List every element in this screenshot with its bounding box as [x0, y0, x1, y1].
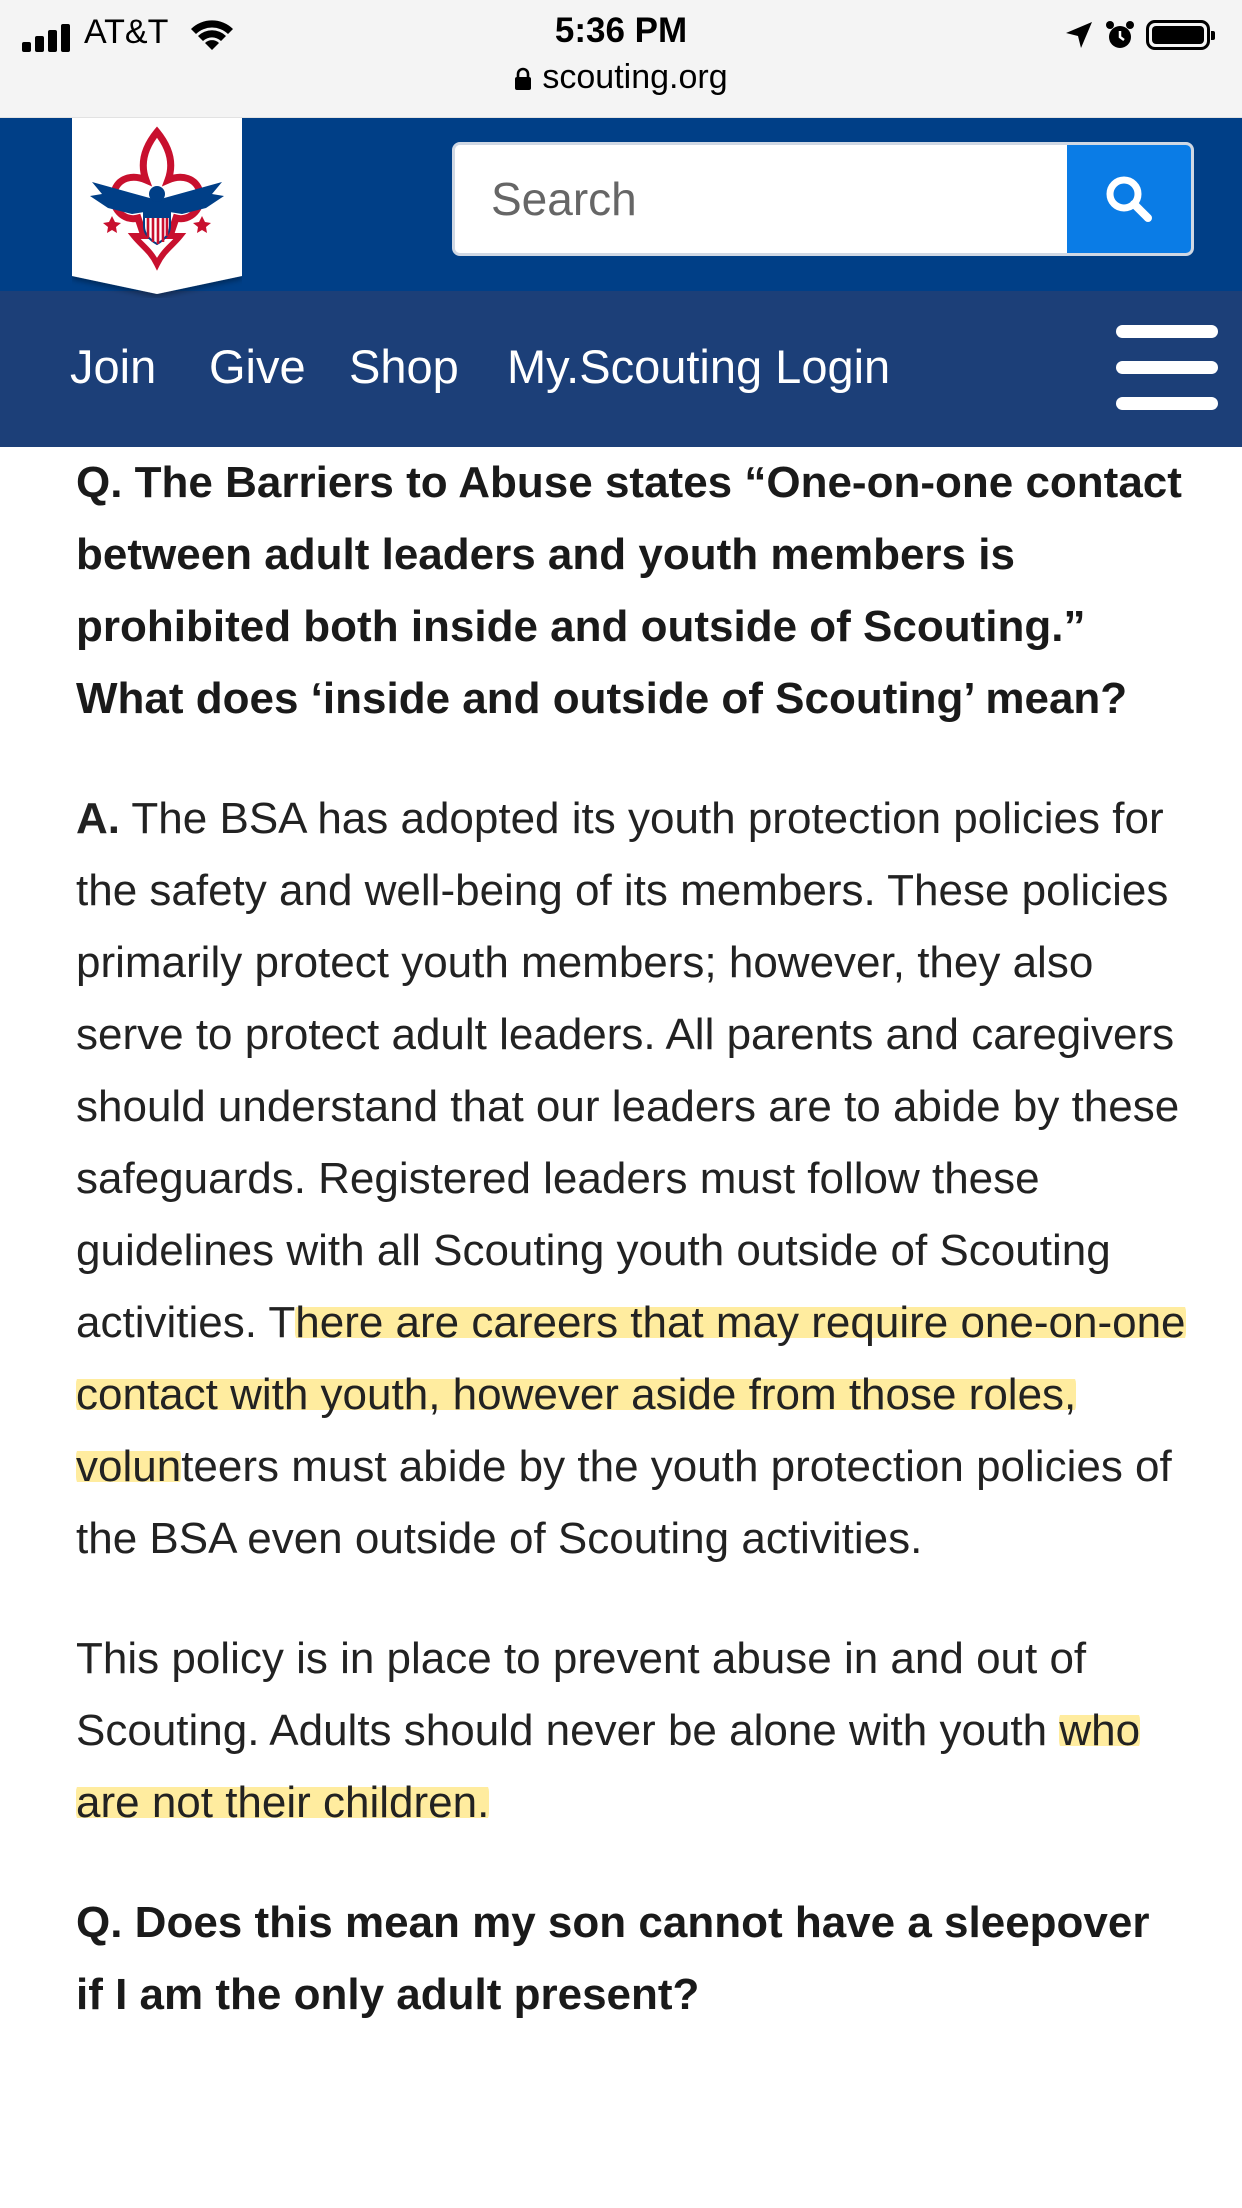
carrier-name: AT&T: [84, 13, 169, 51]
address-bar[interactable]: [0, 58, 1242, 97]
faq-question-2: Q. Does this mean my son cannot have a sleepover if I am the only adult present?: [76, 1898, 1150, 2019]
faq-answer-1: [76, 783, 1186, 1575]
nav-myscouting-login-link[interactable]: My.Scouting Login: [507, 340, 891, 393]
answer-text-start: The BSA has adopted its youth protection policies for the safety and well-being of its members. These policies primarily protect youth members; however, they also serve to protect adult leaders. All parents and caregivers should understand that our leaders are to abide by these safeguards. Registered leaders must follow these guidelines with all Scouting youth outside of Scouting activities. T: [76, 794, 1180, 1347]
nav-join-link[interactable]: Join: [70, 340, 157, 393]
faq-content: [76, 447, 1186, 2031]
alarm-clock-icon: [1104, 19, 1136, 51]
search-icon: [1102, 172, 1156, 226]
bsa-logo[interactable]: [72, 118, 242, 298]
nav-shop-link[interactable]: Shop: [349, 340, 459, 393]
answer-text-end: teers must abide by the youth protection policies of the BSA even outside of Scouting activities.: [76, 1442, 1172, 1563]
highlighted-text: who are not their children.: [76, 1706, 1141, 1827]
faq-answer-1-paragraph-2: [76, 1623, 1186, 1839]
faq-question-1: Q. The Barriers to Abuse states “One-on-one contact between adult leaders and youth members is prohibited both inside and outside of Scouting.” What does ‘inside and outside of Scouting’ mean?: [76, 458, 1182, 723]
answer-prefix: A.: [76, 794, 120, 843]
hamburger-menu-icon[interactable]: [1116, 325, 1218, 413]
location-arrow-icon: [1064, 20, 1094, 50]
url-text: scouting.org: [542, 58, 728, 96]
search-input[interactable]: [455, 145, 1071, 253]
status-time: 5:36 PM: [554, 11, 688, 50]
highlighted-text: here are careers that may require one-on-one contact with youth, however aside from those roles, volun: [76, 1298, 1186, 1491]
status-bar: [0, 0, 1242, 118]
lock-icon: [514, 67, 532, 91]
main-nav: [0, 291, 1242, 447]
nav-give-link[interactable]: Give: [209, 340, 306, 393]
battery-icon: [1146, 20, 1210, 50]
search-button[interactable]: [1067, 145, 1191, 253]
site-header: [0, 118, 1242, 291]
search-bar: [452, 142, 1194, 256]
paragraph-text: This policy is in place to prevent abuse in and out of Scouting. Adults should never be alone with youth: [76, 1634, 1087, 1755]
